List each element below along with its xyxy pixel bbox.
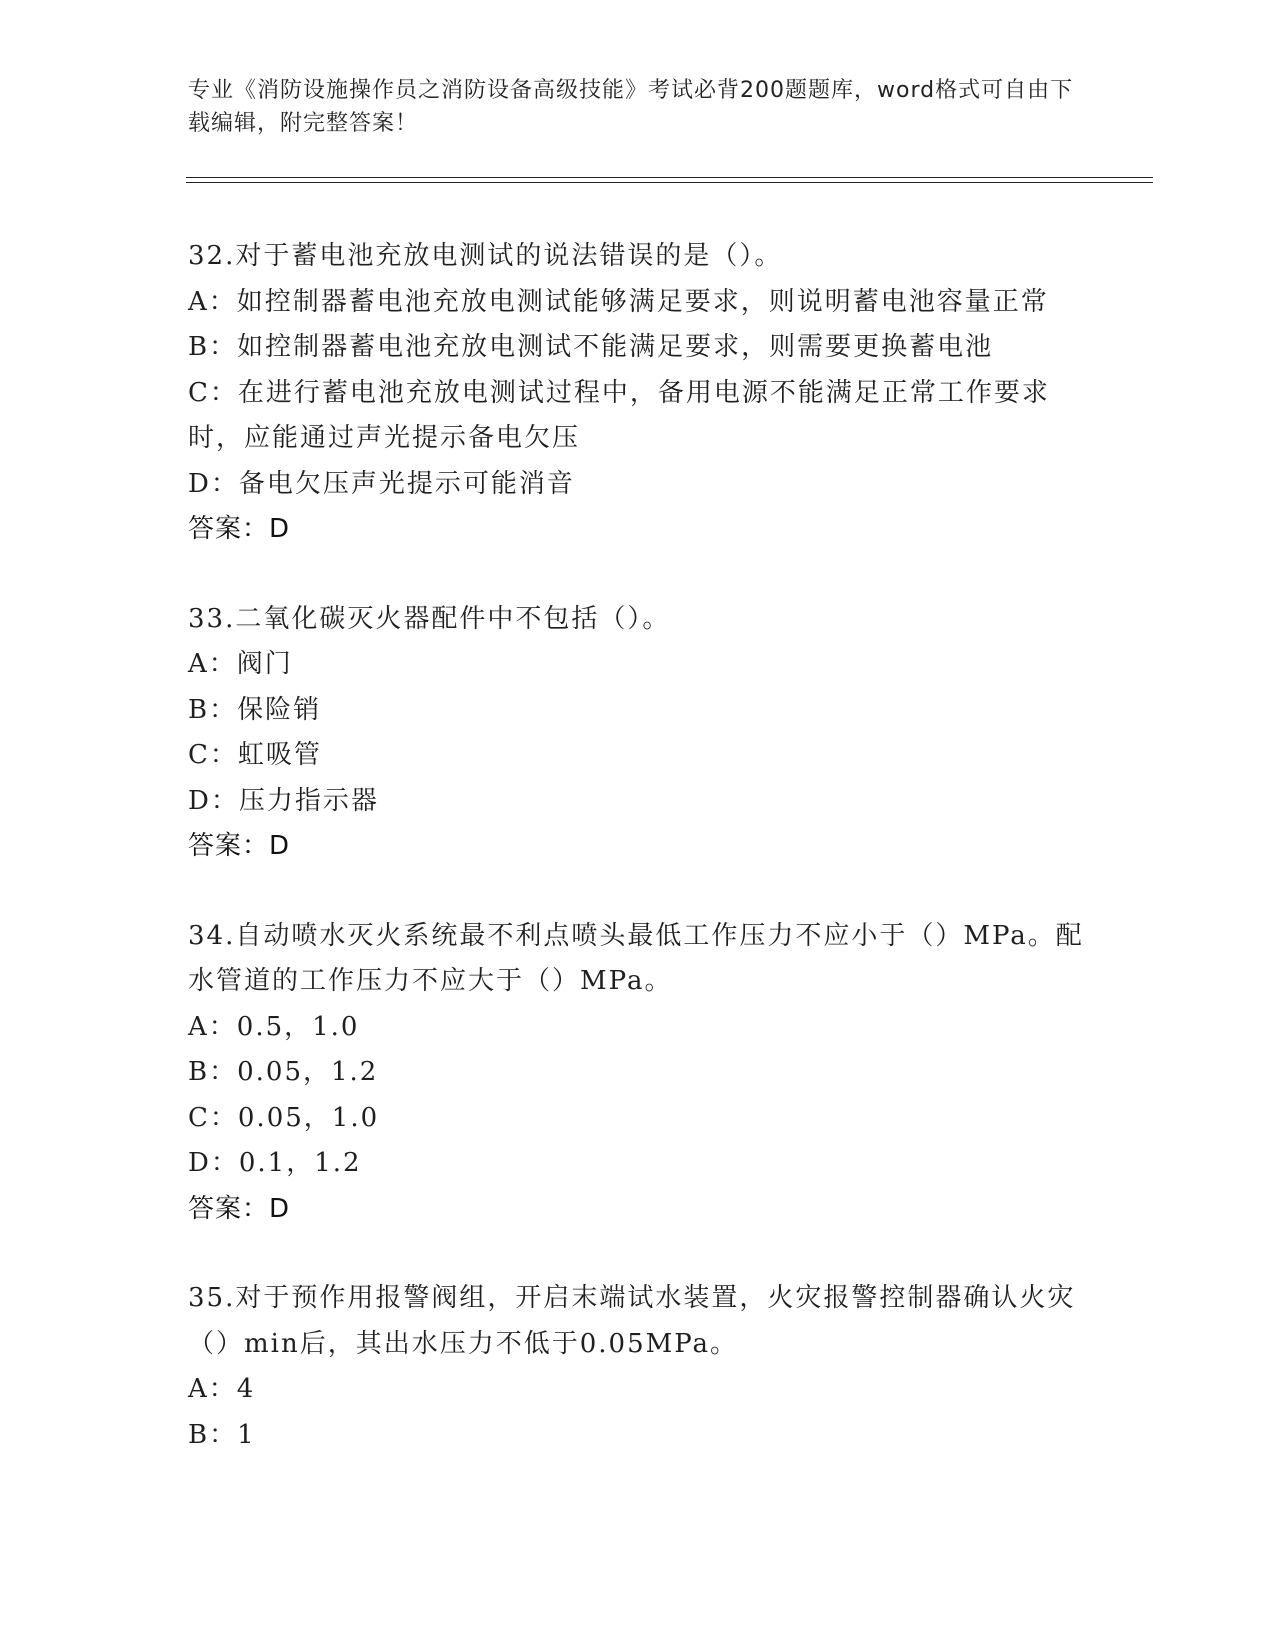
question-stem: 32.对于蓄电池充放电测试的说法错误的是（）。 bbox=[188, 241, 783, 271]
answer-label: 答案：D bbox=[188, 831, 291, 861]
question-list bbox=[188, 234, 1088, 1502]
option-c: C：虹吸管 bbox=[188, 740, 322, 770]
question-stem: 33.二氧化碳灭火器配件中不包括（）。 bbox=[188, 603, 671, 634]
option-d: D：0.1，1.2 bbox=[188, 1148, 362, 1178]
question-35 bbox=[188, 1276, 1088, 1458]
option-c: C：0.05，1.0 bbox=[188, 1102, 380, 1133]
option-a: A：0.5，1.0 bbox=[188, 1011, 360, 1042]
option-c: C：在进行蓄电池充放电测试过程中，备用电源不能满足正常工作要求时，应能通过声光提示备电欠压 bbox=[188, 377, 1050, 453]
question-stem: 34.自动喷水灭火系统最不利点喷头最低工作压力不应小于（）MPa。配水管道的工作压力不应大于（）MPa。 bbox=[188, 920, 1084, 996]
option-b: B：1 bbox=[188, 1419, 256, 1450]
option-b: B：保险销 bbox=[188, 694, 322, 725]
option-b: B：如控制器蓄电池充放电测试不能满足要求，则需要更换蓄电池 bbox=[188, 332, 994, 362]
answer-label: 答案：D bbox=[188, 514, 291, 544]
header-divider-secondary bbox=[186, 182, 1153, 183]
question-stem: 35.对于预作用报警阀组，开启末端试水装置，火灾报警控制器确认火灾（）min后，其出水压力不低于0.05MPa。 bbox=[188, 1283, 1076, 1359]
question-32 bbox=[188, 234, 1088, 553]
option-d: D：备电欠压声光提示可能消音 bbox=[188, 468, 575, 499]
question-33 bbox=[188, 597, 1088, 870]
question-34 bbox=[188, 914, 1088, 1233]
option-a: A：4 bbox=[188, 1374, 256, 1404]
answer-label: 答案：D bbox=[188, 1193, 291, 1224]
option-d: D：压力指示器 bbox=[188, 785, 379, 816]
option-a: A：阀门 bbox=[188, 649, 293, 679]
document-header: 专业《消防设施操作员之消防设备高级技能》考试必背200题题库，word格式可自由下载编辑，附完整答案！ bbox=[188, 78, 1074, 136]
option-b: B：0.05，1.2 bbox=[188, 1057, 379, 1087]
option-a: A：如控制器蓄电池充放电测试能够满足要求，则说明蓄电池容量正常 bbox=[188, 286, 1049, 317]
header-divider bbox=[186, 177, 1153, 178]
